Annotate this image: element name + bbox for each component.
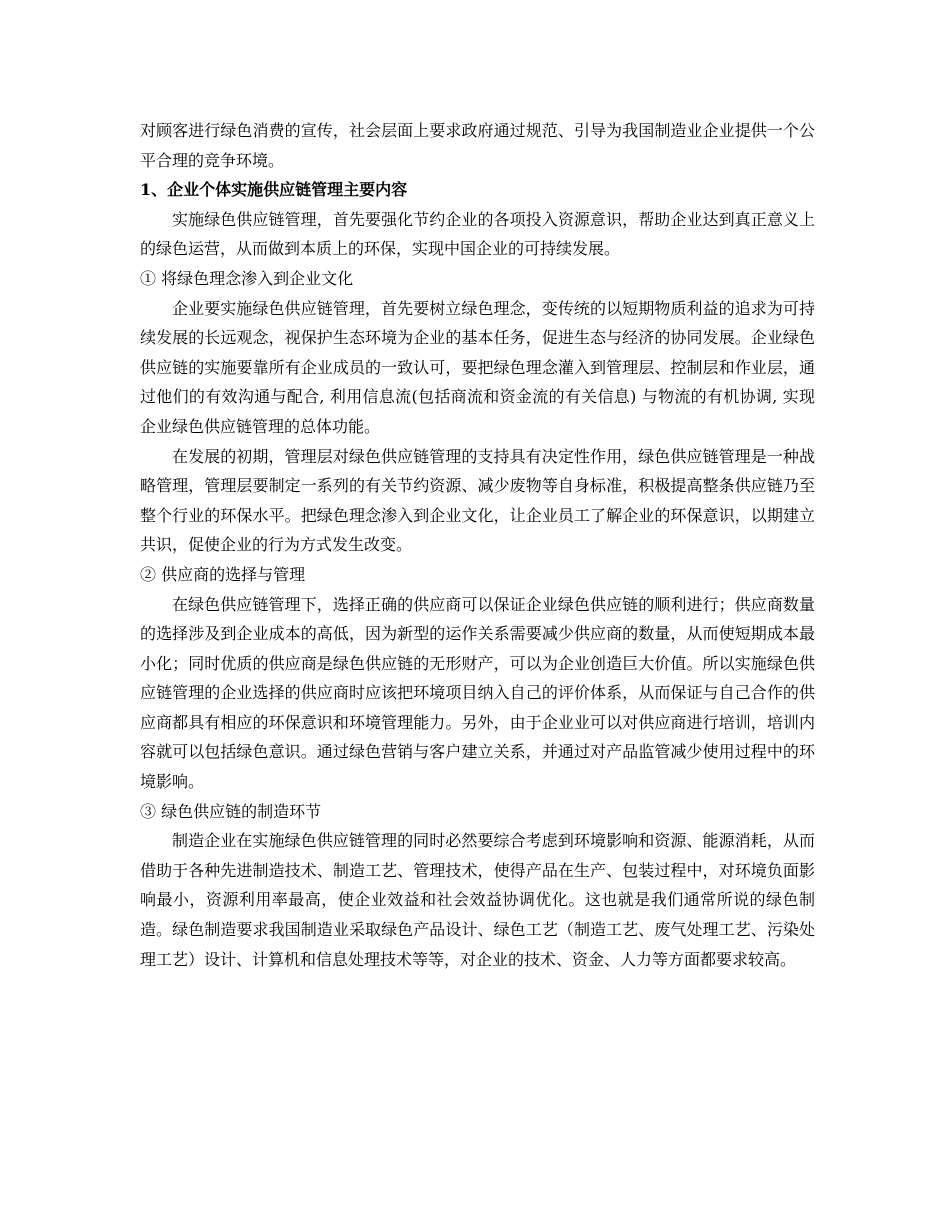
section-heading: 1、企业个体实施供应链管理主要内容	[140, 180, 408, 200]
paragraph-intro: 对顾客进行绿色消费的宣传，社会层面上要求政府通过规范、引导为我国制造业企业提供一个公平合理的竞争环境。	[140, 121, 815, 170]
paragraph-4: 在绿色供应链管理下，选择正确的供应商可以保证企业绿色供应链的顺利进行；供应商数量的选择涉及到企业成本的高低，因为新型的运作关系需要减少供应商的数量，从而使短期成本最小化；同时优质的供应商是绿色供应链的无形财产，可以为企业创造巨大价值。所以实施绿色供应链管理的企业选择的供应商时应该把环境项目纳入自己的评价体系，从而保证与自己合作的供应商都具有相应的环保意识和环境管理能力。另外，由于企业业可以对供应商进行培训，培训内容就可以包括绿色意识。通过绿色营销与客户建立关系，并通过对产品监管减少使用过程中的环境影响。	[140, 594, 815, 792]
paragraph-5: 制造企业在实施绿色供应链管理的同时必然要综合考虑到环境影响和资源、能源消耗，从而借助于各种先进制造技术、制造工艺、管理技术，使得产品在生产、包装过程中，对环境负面影响最小，资源利用率最高，使企业效益和社会效益协调优化。这也就是我们通常所说的绿色制造。绿色制造要求我国制造业采取绿色产品设计、绿色工艺（制造工艺、废气处理工艺、污染处理工艺）设计、计算机和信息处理技术等等，对企业的技术、资金、人力等方面都要求较高。	[140, 831, 815, 969]
subheading-2: ② 供应商的选择与管理	[140, 564, 306, 584]
paragraph-2: 企业要实施绿色供应链管理，首先要树立绿色理念，变传统的以短期物质利益的追求为可持续发展的长远观念，视保护生态环境为企业的基本任务，促进生态与经济的协同发展。企业绿色供应链的实施要靠所有企业成员的一致认可，要把绿色理念灌入到管理层、控制层和作业层，通过他们的有效沟通与配合, 利用信息流(包括商流和资金流的有关信息) 与物流的有机协调, 实现企业绿色供应链管理的总体功能。	[140, 298, 815, 436]
subheading-3: ③ 绿色供应链的制造环节	[140, 801, 322, 821]
paragraph-3: 在发展的初期，管理层对绿色供应链管理的支持具有决定性作用，绿色供应链管理是一种战略管理，管理层要制定一系列的有关节约资源、减少废物等自身标准，积极提高整条供应链乃至整个行业的环保水平。把绿色理念渗入到企业文化，让企业员工了解企业的环保意识，以期建立共识，促使企业的行为方式发生改变。	[140, 446, 815, 555]
subheading-1: ① 将绿色理念渗入到企业文化	[140, 268, 354, 288]
document-body	[140, 116, 815, 974]
paragraph-1: 实施绿色供应链管理，首先要强化节约企业的各项投入资源意识，帮助企业达到真正意义上的绿色运营，从而做到本质上的环保，实现中国企业的可持续发展。	[140, 209, 815, 259]
